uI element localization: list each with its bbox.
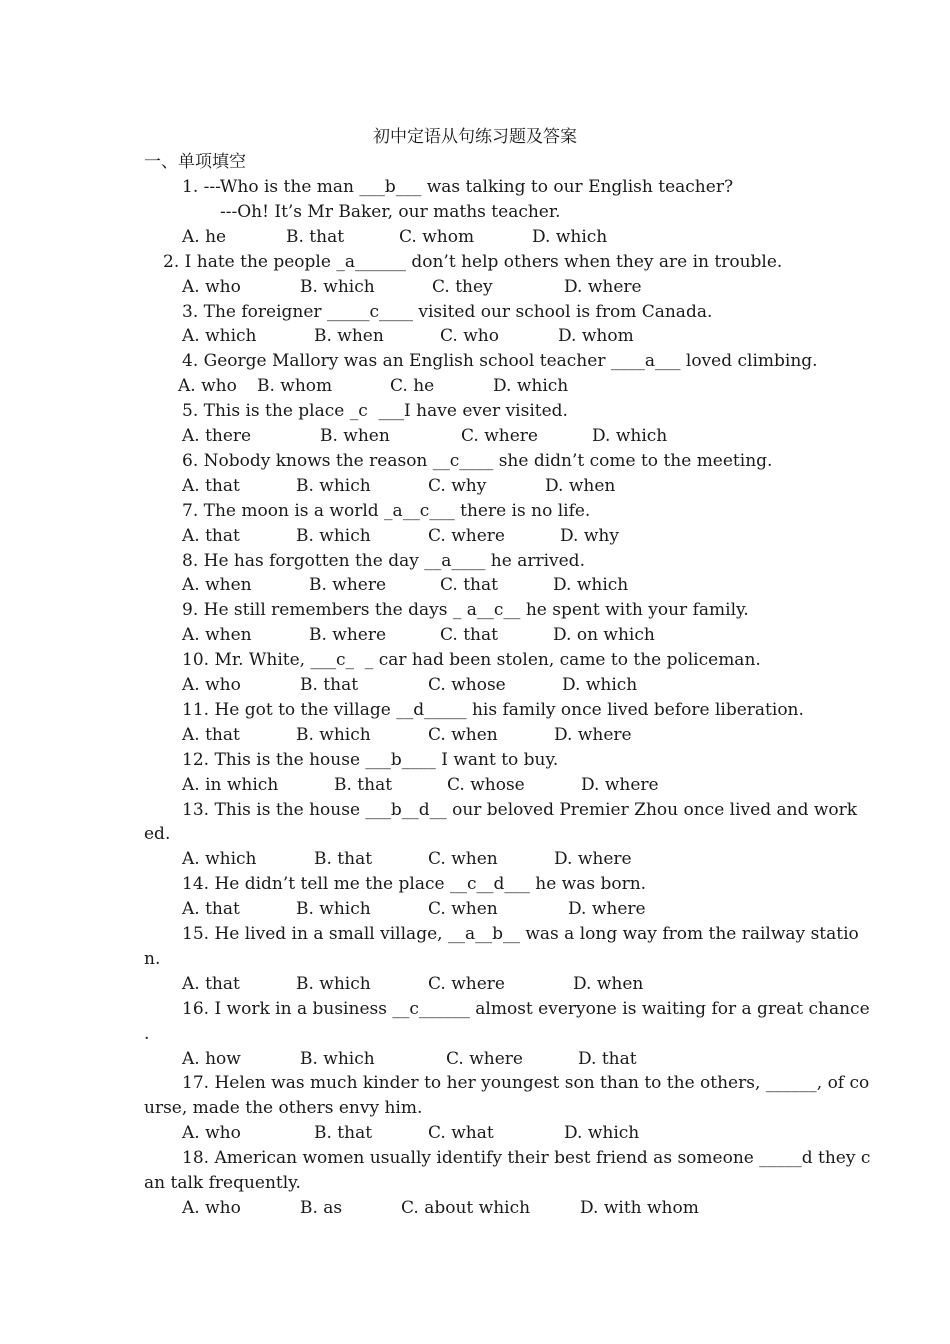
answer-option: D. where <box>554 849 632 870</box>
question-line: 12. This is the house ___b____ I want to buy. <box>182 749 559 770</box>
question-line: ed. <box>144 824 171 845</box>
answer-option: A. who <box>182 1197 241 1218</box>
answer-option: A. there <box>182 426 252 446</box>
answer-option: B. which <box>300 1048 375 1069</box>
answer-option: B. that <box>314 849 373 870</box>
answer-option: A. he <box>182 226 227 247</box>
answer-option: C. where <box>428 525 505 546</box>
answer-option: D. whom <box>558 326 634 347</box>
answer-option: D. which <box>493 376 569 397</box>
question-line: 18. American women usually identify their best friend as someone _____d they c <box>182 1148 871 1169</box>
answer-option: B. which <box>296 973 371 994</box>
question-line: 16. I work in a business __c______ almost everyone is waiting for a great chance <box>182 998 870 1019</box>
answer-option: D. on which <box>553 625 655 646</box>
answer-option: A. who <box>182 675 241 695</box>
page-title: 初中定语从句练习题及答案 <box>373 127 577 147</box>
answer-option: A. which <box>182 849 257 870</box>
answer-option: A. who <box>178 376 237 397</box>
question-line: 15. He lived in a small village, __a__b__ was a long way from the railway statio <box>182 924 859 944</box>
question-line: 11. He got to the village __d_____ his family once lived before liberation. <box>182 699 804 720</box>
answer-option: D. which <box>532 226 608 247</box>
answer-option: C. they <box>432 276 493 297</box>
answer-option: B. that <box>300 675 359 695</box>
answer-option: A. when <box>182 575 252 596</box>
question-line: 17. Helen was much kinder to her youngest son than to the others, ______, of co <box>182 1073 870 1094</box>
answer-option: D. where <box>564 276 642 297</box>
question-line: 13. This is the house ___b__d__ our beloved Premier Zhou once lived and work <box>182 799 858 820</box>
question-line: 1. ---Who is the man ___b___ was talking to our English teacher? <box>182 177 734 197</box>
question-line: 9. He still remembers the days _ a__c__ he spent with your family. <box>182 600 749 621</box>
answer-option: A. who <box>182 1123 241 1144</box>
answer-option: D. where <box>554 724 632 745</box>
answer-option: C. where <box>428 973 505 994</box>
answer-option: C. who <box>440 326 499 347</box>
answer-option: C. he <box>390 376 435 397</box>
answer-option: A. that <box>182 899 240 920</box>
answer-option: D. why <box>560 525 619 546</box>
answer-option: A. that <box>182 525 240 546</box>
answer-option: D. when <box>545 475 616 496</box>
answer-option: D. which <box>592 426 668 446</box>
answer-option: C. when <box>428 849 498 870</box>
answer-option: D. that <box>578 1048 637 1069</box>
answer-option: C. where <box>461 426 538 446</box>
question-line: ---Oh! It’s Mr Baker, our maths teacher. <box>220 201 561 222</box>
answer-option: C. what <box>428 1123 494 1144</box>
answer-option: D. where <box>568 899 646 920</box>
section-heading: 一、单项填空 <box>144 152 246 172</box>
answer-option: B. which <box>296 475 371 496</box>
answer-option: C. where <box>446 1048 523 1069</box>
answer-option: A. how <box>182 1048 241 1069</box>
answer-option: B. that <box>334 774 393 795</box>
question-line: 7. The moon is a world _a__c___ there is no life. <box>182 500 591 521</box>
question-line: . <box>144 1023 150 1044</box>
answer-option: C. that <box>440 625 498 646</box>
answer-option: C. whom <box>399 226 475 247</box>
question-line: urse, made the others envy him. <box>144 1098 423 1119</box>
question-line: 5. This is the place _c ___I have ever visited. <box>182 401 568 422</box>
question-line: n. <box>144 948 161 969</box>
answer-option: B. whom <box>257 376 333 397</box>
answer-option: C. when <box>428 899 498 920</box>
answer-option: C. whose <box>447 774 525 795</box>
answer-option: B. that <box>314 1123 373 1144</box>
answer-option: A. that <box>182 973 240 994</box>
answer-option: D. which <box>564 1123 640 1144</box>
question-line: 3. The foreigner _____c____ visited our school is from Canada. <box>182 301 713 322</box>
answer-option: C. why <box>428 475 487 496</box>
question-line: 10. Mr. White, ___c_ _ car had been stolen, came to the policeman. <box>182 650 761 671</box>
answer-option: B. where <box>309 625 387 646</box>
question-line: 2. I hate the people _a______ don’t help others when they are in trouble. <box>163 251 783 272</box>
answer-option: B. when <box>320 426 390 446</box>
answer-option: B. that <box>286 226 345 247</box>
answer-option: C. that <box>440 575 498 596</box>
answer-option: B. which <box>296 899 371 920</box>
question-line: an talk frequently. <box>144 1173 301 1193</box>
answer-option: A. when <box>182 625 252 646</box>
answer-option: D. when <box>573 973 644 994</box>
answer-option: B. where <box>309 575 387 596</box>
answer-option: C. about which <box>401 1197 531 1218</box>
answer-option: D. which <box>553 575 629 596</box>
answer-option: B. which <box>300 276 375 297</box>
answer-option: B. which <box>296 724 371 745</box>
answer-option: B. as <box>300 1197 343 1218</box>
question-line: 14. He didn’t tell me the place __c__d___ he was born. <box>182 874 647 895</box>
answer-option: A. that <box>182 475 240 496</box>
answer-option: D. which <box>562 675 638 695</box>
answer-option: B. which <box>296 525 371 546</box>
answer-option: C. when <box>428 724 498 745</box>
answer-option: A. in which <box>182 774 279 795</box>
answer-option: A. who <box>182 276 241 297</box>
question-line: 6. Nobody knows the reason __c____ she didn’t come to the meeting. <box>182 450 773 471</box>
question-line: 8. He has forgotten the day __a____ he arrived. <box>182 550 585 571</box>
question-line: 4. George Mallory was an English school teacher ____a___ loved climbing. <box>182 351 818 372</box>
answer-option: B. when <box>314 326 384 347</box>
answer-option: D. with whom <box>580 1197 699 1218</box>
answer-option: A. that <box>182 724 240 745</box>
answer-option: A. which <box>182 326 257 347</box>
answer-option: C. whose <box>428 675 506 695</box>
answer-option: D. where <box>581 774 659 795</box>
